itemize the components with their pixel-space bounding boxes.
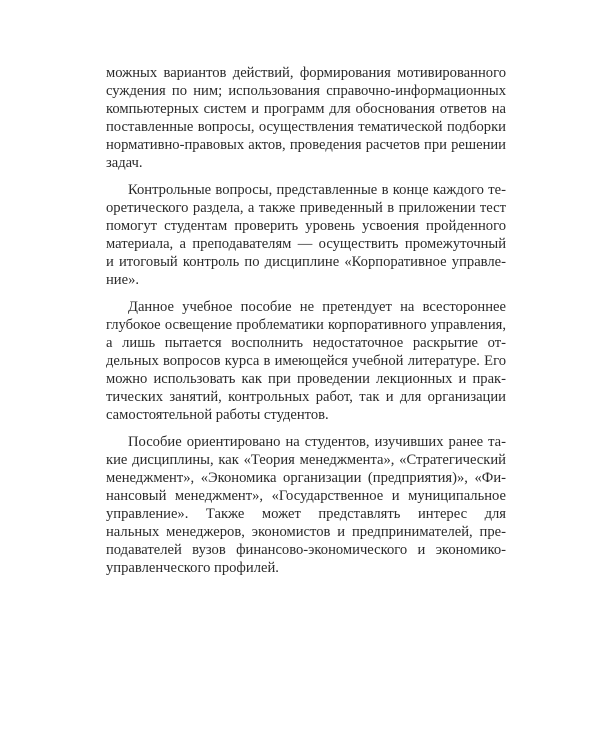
text-line: подавателей вузов финансово-экономического и экономико- <box>106 542 506 558</box>
paragraph <box>106 298 506 424</box>
text-line: материала, а преподавателям — осуществить промежуточный <box>106 236 506 252</box>
paragraph <box>106 64 506 172</box>
paragraph <box>106 181 506 289</box>
text-line: поставленные вопросы, осуществления тематической подборки <box>106 119 506 135</box>
text-line: Пособие ориентировано на студентов, изучивших ранее та- <box>128 434 506 450</box>
text-line: управление». Также может представлять интерес для <box>106 506 506 522</box>
text-line: и итоговый контроль по дисциплине «Корпоративное управле- <box>106 254 506 270</box>
paragraph <box>106 433 506 577</box>
text-line: нальных менеджеров, экономистов и предпринимателей, пре- <box>106 524 506 540</box>
text-line: нансовый менеджмент», «Государственное и муниципальное <box>106 488 506 504</box>
text-line: тических занятий, контрольных работ, так и для организации <box>106 389 506 405</box>
text-line: глубокое освещение проблематики корпоративного управления, <box>106 317 506 333</box>
text-line: менеджмент», «Экономика организации (предприятия)», «Фи- <box>106 470 506 486</box>
text-line: Данное учебное пособие не претендует на всестороннее <box>128 299 506 315</box>
text-line: помогут студентам проверить уровень усвоения пройденного <box>106 218 506 234</box>
text-line: а лишь пытается восполнить недостаточное раскрытие от- <box>106 335 506 351</box>
text-line: управленческого профилей. <box>106 560 279 576</box>
text-line: компьютерных систем и программ для обоснования ответов на <box>106 101 506 117</box>
text-line: оретического раздела, а также приведенный в приложении тест <box>106 200 506 216</box>
text-line: кие дисциплины, как «Теория менеджмента», «Стратегический <box>106 452 506 468</box>
text-line: ние». <box>106 272 140 288</box>
text-line: Контрольные вопросы, представленные в конце каждого те- <box>128 182 506 198</box>
body-text <box>106 64 506 586</box>
text-line: дельных вопросов курса в имеющейся учебной литературе. Его <box>106 353 506 369</box>
text-line: нормативно-правовых актов, проведения расчетов при решении <box>106 137 506 153</box>
text-line: суждения по ним; использования справочно-информационных <box>106 83 506 99</box>
text-line: задач. <box>106 155 143 171</box>
text-line: можно использовать как при проведении лекционных и прак- <box>106 371 506 387</box>
text-line: можных вариантов действий, формирования мотивированного <box>106 65 506 81</box>
text-line: самостоятельной работы студентов. <box>106 407 329 423</box>
